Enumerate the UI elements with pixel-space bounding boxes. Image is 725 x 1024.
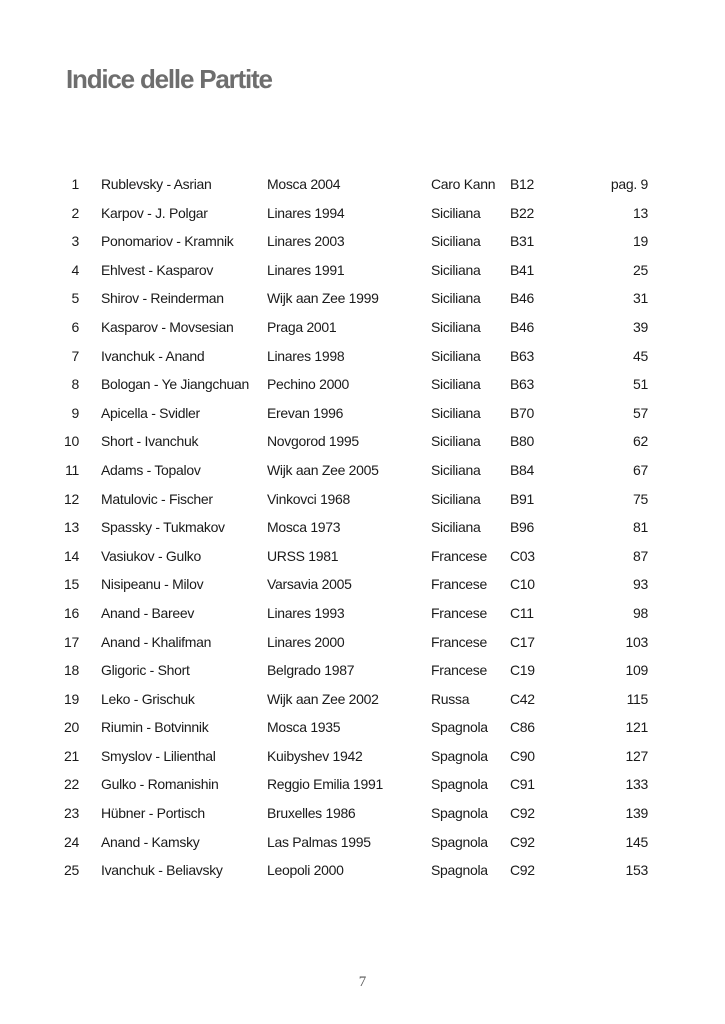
- game-number: 14: [64, 547, 79, 564]
- game-number: 4: [71, 261, 79, 278]
- table-row: [0, 828, 725, 857]
- event: Novgorod 1995: [267, 433, 359, 450]
- event: Vinkovci 1968: [267, 490, 351, 507]
- page-reference: 153: [625, 862, 648, 879]
- event: Linares 1994: [267, 204, 345, 221]
- game-number: 8: [71, 376, 79, 393]
- table-row: [0, 256, 725, 285]
- page-reference: 13: [633, 204, 648, 221]
- table-row: [0, 656, 725, 685]
- game-number: 23: [64, 805, 79, 822]
- game-number: 10: [64, 433, 79, 450]
- players: Ehlvest - Kasparov: [101, 261, 214, 278]
- opening: Francese: [431, 604, 487, 621]
- opening: Francese: [431, 547, 487, 564]
- game-number: 12: [64, 490, 79, 507]
- players: Ponomariov - Kramnik: [101, 233, 234, 250]
- players: Anand - Bareev: [101, 604, 195, 621]
- page-reference: 121: [625, 719, 648, 736]
- event: Linares 2003: [267, 233, 345, 250]
- opening: Siciliana: [431, 461, 481, 478]
- game-number: 25: [64, 862, 79, 879]
- players: Apicella - Svidler: [101, 404, 200, 421]
- game-number: 13: [64, 519, 79, 536]
- page-reference: pag. 9: [610, 176, 648, 192]
- table-row: [0, 342, 725, 371]
- opening: Siciliana: [431, 261, 481, 278]
- opening: Siciliana: [431, 404, 481, 421]
- event: Praga 2001: [267, 318, 337, 335]
- eco-code: C92: [510, 862, 535, 879]
- event: Linares 2000: [267, 633, 345, 650]
- opening: Siciliana: [431, 290, 481, 307]
- page-reference: 31: [633, 290, 648, 307]
- table-row: [0, 542, 725, 571]
- eco-code: C17: [510, 633, 535, 650]
- opening: Francese: [431, 662, 487, 679]
- eco-code: B80: [510, 433, 535, 450]
- game-number: 2: [71, 204, 79, 221]
- page-reference: 75: [633, 490, 648, 507]
- page-reference: 67: [633, 461, 648, 478]
- page-reference: 98: [633, 604, 648, 621]
- opening: Caro Kann: [431, 176, 496, 192]
- table-row: [0, 313, 725, 342]
- eco-code: C91: [510, 776, 535, 793]
- eco-code: C90: [510, 747, 535, 764]
- players: Riumin - Botvinnik: [101, 719, 209, 736]
- game-number: 18: [64, 662, 79, 679]
- page-reference: 93: [633, 576, 648, 593]
- game-number: 24: [64, 833, 79, 850]
- event: Reggio Emilia 1991: [267, 776, 384, 793]
- opening: Spagnola: [431, 719, 488, 736]
- table-row: [0, 427, 725, 456]
- players: Hübner - Portisch: [101, 805, 205, 822]
- eco-code: B22: [510, 204, 535, 221]
- table-row: [0, 742, 725, 771]
- players: Rublevsky - Asrian: [101, 176, 212, 192]
- players: Bologan - Ye Jiangchuan: [101, 376, 250, 393]
- page-reference: 115: [626, 690, 648, 707]
- players: Smyslov - Lilienthal: [101, 747, 216, 764]
- game-number: 9: [71, 404, 79, 421]
- page-reference: 81: [633, 519, 648, 536]
- event: Belgrado 1987: [267, 662, 355, 679]
- players: Ivanchuk - Beliavsky: [101, 862, 223, 879]
- game-number: 15: [64, 576, 79, 593]
- players: Nisipeanu - Milov: [101, 576, 204, 593]
- eco-code: B63: [510, 347, 535, 364]
- game-number: 19: [64, 690, 79, 707]
- players: Gulko - Romanishin: [101, 776, 219, 793]
- event: Leopoli 2000: [267, 862, 344, 879]
- table-row: [0, 713, 725, 742]
- opening: Spagnola: [431, 805, 488, 822]
- page-reference: 139: [625, 805, 648, 822]
- players: Shirov - Reinderman: [101, 290, 224, 307]
- eco-code: B41: [510, 261, 535, 278]
- table-row: [0, 485, 725, 514]
- table-row: [0, 456, 725, 485]
- opening: Francese: [431, 633, 487, 650]
- game-number: 1: [71, 176, 79, 192]
- page-reference: 45: [633, 347, 648, 364]
- table-row: [0, 199, 725, 228]
- opening: Spagnola: [431, 833, 488, 850]
- page-reference: 145: [625, 833, 648, 850]
- opening: Spagnola: [431, 747, 488, 764]
- page-number: 7: [358, 974, 367, 990]
- players: Karpov - J. Polgar: [101, 204, 208, 221]
- table-row: [0, 513, 725, 542]
- game-number: 20: [64, 719, 79, 736]
- opening: Siciliana: [431, 519, 481, 536]
- event: Kuibyshev 1942: [267, 747, 363, 764]
- game-number: 5: [71, 290, 79, 307]
- players: Ivanchuk - Anand: [101, 347, 205, 364]
- players: Spassky - Tukmakov: [101, 519, 225, 536]
- eco-code: C03: [510, 547, 535, 564]
- eco-code: C10: [510, 576, 535, 593]
- event: Linares 1991: [267, 261, 345, 278]
- table-row: [0, 856, 725, 885]
- game-number: 6: [71, 318, 79, 335]
- opening: Siciliana: [431, 376, 481, 393]
- opening: Siciliana: [431, 433, 481, 450]
- players: Matulovic - Fischer: [101, 490, 213, 507]
- game-number: 17: [64, 633, 79, 650]
- opening: Francese: [431, 576, 487, 593]
- game-number: 11: [65, 461, 79, 478]
- game-number: 22: [64, 776, 79, 793]
- event: Linares 1993: [267, 604, 345, 621]
- opening: Siciliana: [431, 490, 481, 507]
- eco-code: B84: [510, 461, 535, 478]
- table-row: [0, 284, 725, 313]
- page-reference: 62: [633, 433, 648, 450]
- table-row: [0, 599, 725, 628]
- table-row: [0, 399, 725, 428]
- event: Varsavia 2005: [267, 576, 352, 593]
- table-row: [0, 770, 725, 799]
- opening: Siciliana: [431, 204, 481, 221]
- players: Vasiukov - Gulko: [101, 547, 201, 564]
- eco-code: C92: [510, 833, 535, 850]
- event: URSS 1981: [267, 547, 339, 564]
- event: Mosca 1973: [267, 519, 341, 536]
- opening: Siciliana: [431, 318, 481, 335]
- games-index-table: [0, 170, 725, 885]
- page-reference: 87: [633, 547, 648, 564]
- page-reference: 103: [625, 633, 648, 650]
- table-row: [0, 685, 725, 714]
- opening: Siciliana: [431, 233, 481, 250]
- table-row: [0, 170, 725, 199]
- page-reference: 19: [633, 233, 648, 250]
- players: Adams - Topalov: [101, 461, 201, 478]
- event: Erevan 1996: [267, 404, 344, 421]
- page-reference: 127: [625, 747, 648, 764]
- players: Kasparov - Movsesian: [101, 318, 234, 335]
- eco-code: C92: [510, 805, 535, 822]
- opening: Spagnola: [431, 862, 488, 879]
- eco-code: B63: [510, 376, 535, 393]
- page-reference: 57: [633, 404, 648, 421]
- eco-code: C11: [510, 604, 534, 621]
- players: Anand - Kamsky: [101, 833, 200, 850]
- players: Leko - Grischuk: [101, 690, 195, 707]
- players: Anand - Khalifman: [101, 633, 212, 650]
- opening: Russa: [431, 690, 470, 707]
- event: Mosca 1935: [267, 719, 341, 736]
- game-number: 21: [64, 747, 79, 764]
- event: Las Palmas 1995: [267, 833, 371, 850]
- event: Pechino 2000: [267, 376, 350, 393]
- game-number: 7: [71, 347, 79, 364]
- opening: Siciliana: [431, 347, 481, 364]
- eco-code: C19: [510, 662, 535, 679]
- eco-code: B12: [510, 176, 535, 192]
- table-row: [0, 570, 725, 599]
- game-number: 3: [71, 233, 79, 250]
- eco-code: B46: [510, 290, 535, 307]
- event: Bruxelles 1986: [267, 805, 356, 822]
- eco-code: B96: [510, 519, 535, 536]
- eco-code: B70: [510, 404, 535, 421]
- event: Linares 1998: [267, 347, 345, 364]
- table-row: [0, 227, 725, 256]
- eco-code: B91: [510, 490, 535, 507]
- table-row: [0, 628, 725, 657]
- page-reference: 39: [633, 318, 648, 335]
- eco-code: C42: [510, 690, 535, 707]
- eco-code: B31: [510, 233, 535, 250]
- event: Wijk aan Zee 2002: [267, 690, 379, 707]
- opening: Spagnola: [431, 776, 488, 793]
- eco-code: C86: [510, 719, 535, 736]
- eco-code: B46: [510, 318, 535, 335]
- table-row: [0, 370, 725, 399]
- page-reference: 133: [625, 776, 648, 793]
- page-reference: 51: [633, 376, 648, 393]
- event: Mosca 2004: [267, 176, 341, 192]
- page-reference: 109: [625, 662, 648, 679]
- players: Short - Ivanchuk: [101, 433, 199, 450]
- table-row: [0, 799, 725, 828]
- event: Wijk aan Zee 1999: [267, 290, 379, 307]
- players: Gligoric - Short: [101, 662, 190, 679]
- event: Wijk aan Zee 2005: [267, 461, 379, 478]
- page-title: Indice delle Partite: [66, 64, 272, 94]
- game-number: 16: [64, 604, 79, 621]
- page-reference: 25: [633, 261, 648, 278]
